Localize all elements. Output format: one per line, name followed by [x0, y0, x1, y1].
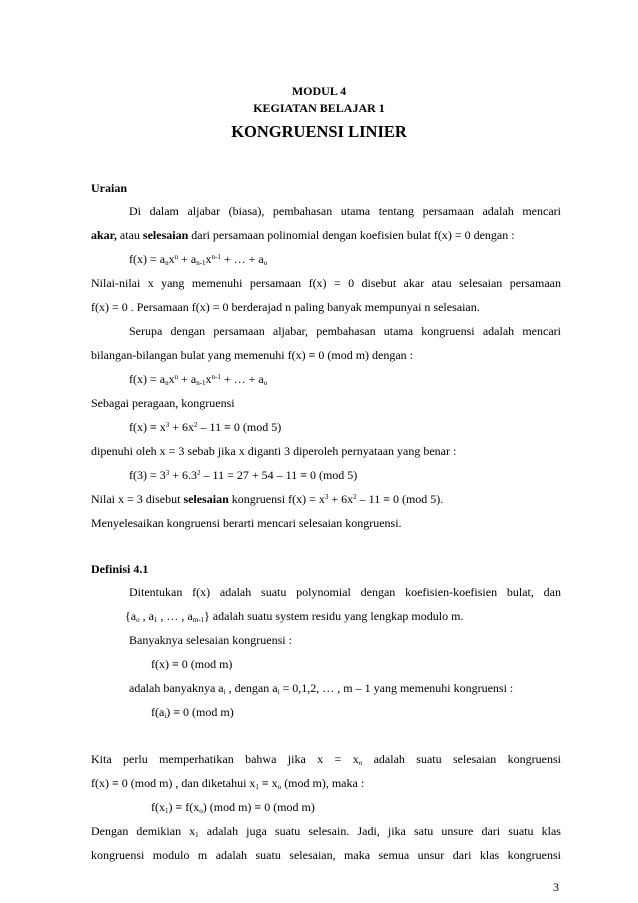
- paragraph-line: Nilai-nilai x yang memenuhi persamaan f(x) = 0 disebut akar atau selesaian persamaan: [91, 276, 561, 290]
- module-label: MODUL 4: [291, 84, 347, 98]
- congruence-formula: f(x) ≡ 0 (mod m): [151, 657, 233, 671]
- paragraph-line: f(x) ≡ 0 (mod m) , dan diketahui $x_1 \equiv x_o$ (mod m), maka :: [91, 776, 365, 791]
- paragraph-line: akar, atau selesaian dari persamaan polinomial dengan koefisien bulat f(x) = 0 dengan :: [91, 228, 515, 242]
- paragraph-line: adalah banyaknya $a_i$ , dengan $a_i = 0,1,2$, … , m – 1 yang memenuhi kongruensi :: [129, 681, 514, 696]
- paragraph-line: Ditentukan f(x) adalah suatu polynomial dengan koefisien-koefisien bulat, dan: [129, 585, 561, 599]
- paragraph-line: bilangan-bilangan bulat yang memenuhi f(x) ≡ 0 (mod m) dengan :: [91, 348, 414, 362]
- section-heading-definisi: Definisi 4.1: [91, 562, 149, 576]
- section-heading-uraian: Uraian: [91, 181, 127, 195]
- paragraph-line: Kita perlu memperhatikan bahwa jika $x = x_o$ adalah suatu selesaian kongruensi: [91, 752, 562, 767]
- paragraph-line: f(x) = 0 . Persamaan f(x) = 0 berderajad n paling banyak mempunyai n selesaian.: [91, 300, 480, 314]
- paragraph-line: Banyaknya selesaian kongruensi :: [129, 633, 292, 647]
- paragraph-line: dipenuhi oleh x = 3 sebab jika x diganti 3 diperoleh pernyataan yang benar :: [91, 444, 457, 458]
- congruence-formula: $f(a_i) \equiv 0$ (mod m): [151, 705, 234, 720]
- polynomial-formula: $f(x) = a_nx^n + a_{n-1}x^{n-1}$ + … + $a_o$: [129, 252, 268, 267]
- congruence-formula: $f(x_1) \equiv f(x_o)$ (mod m) ≡ 0 (mod m): [151, 800, 315, 815]
- polynomial-formula: $f(x) = a_nx^n + a_{n-1}x^{n-1}$ + … + $a_o$: [129, 372, 268, 387]
- paragraph-line: Di dalam aljabar (biasa), pembahasan utama tentang persamaan adalah mencari: [129, 204, 561, 218]
- page-number: 3: [553, 880, 559, 894]
- paragraph-line: Sebagai peragaan, kongruensi: [91, 396, 235, 410]
- paragraph-line: kongruensi modulo m adalah suatu selesaian, maka semua unsur dari klas kongruensi: [91, 848, 561, 862]
- paragraph-line: Menyelesaikan kongruensi berarti mencari selesaian kongruensi.: [91, 516, 402, 530]
- paragraph-line: Dengan demikian $x_1$ adalah juga suatu selesain. Jadi, jika satu unsure dari suatu klas: [91, 824, 561, 839]
- congruence-example: $f(x) \equiv x^3 + 6x^2 - 11 \equiv 0$ (mod 5): [129, 420, 282, 434]
- residue-system: {$a_o$ , $a_1$ , … , $a_{m-1}$} adalah suatu system residu yang lengkap modulo m.: [125, 609, 464, 624]
- activity-label: KEGIATAN BELAJAR 1: [253, 101, 385, 115]
- page-title: KONGRUENSI LINIER: [231, 122, 407, 141]
- paragraph-line: Serupa dengan persamaan aljabar, pembahasan utama kongruensi adalah mencari: [129, 324, 561, 338]
- paragraph-line: Nilai x = 3 disebut selesaian kongruensi $f(x) = x^3 + 6x^2 - 11 \equiv 0$ (mod 5).: [91, 492, 444, 506]
- congruence-calculation: $f(3) = 3^3 + 6.3^2 - 11 = 27 + 54 - 11 \equiv 0$ (mod 5): [129, 468, 358, 482]
